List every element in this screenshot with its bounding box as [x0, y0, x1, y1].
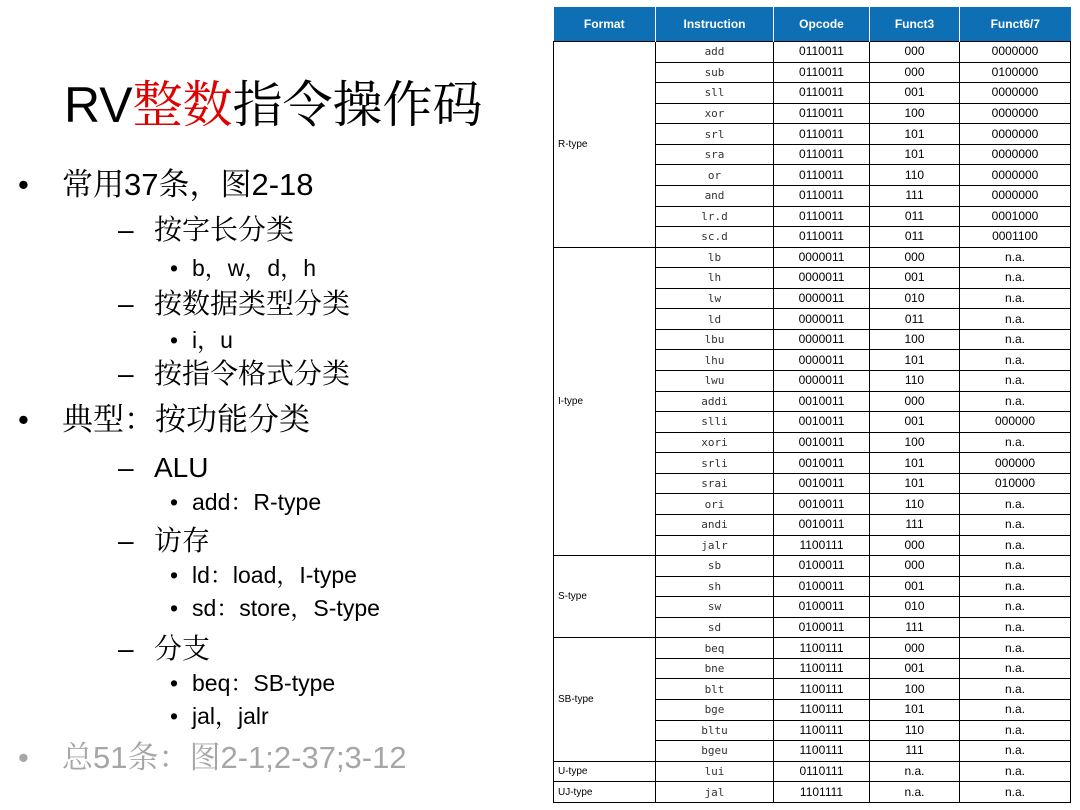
format-cell: I-type	[554, 247, 656, 555]
format-cell: R-type	[554, 42, 656, 248]
outline-text: i，u	[192, 327, 233, 353]
outline-item	[170, 487, 321, 517]
instruction-cell: beq	[656, 638, 774, 659]
funct3-cell: 000	[870, 391, 960, 412]
opcode-cell: 1100111	[774, 741, 870, 762]
instruction-cell: bne	[656, 658, 774, 679]
instruction-cell: ori	[656, 494, 774, 515]
header-instruction: Instruction	[656, 7, 774, 42]
funct3-cell: 100	[870, 329, 960, 350]
funct3-cell: 000	[870, 247, 960, 268]
funct3-cell: 110	[870, 494, 960, 515]
funct3-cell: 000	[870, 62, 960, 83]
opcode-cell: 0010011	[774, 494, 870, 515]
outline-item	[118, 450, 208, 486]
opcode-cell: 0110011	[774, 165, 870, 186]
funct67-cell: n.a.	[960, 247, 1071, 268]
opcode-cell: 0010011	[774, 412, 870, 433]
opcode-cell: 0110011	[774, 42, 870, 63]
funct3-cell: 011	[870, 227, 960, 248]
funct3-cell: 101	[870, 453, 960, 474]
bullet-icon: •	[170, 489, 179, 515]
opcode-cell: 1100111	[774, 700, 870, 721]
instruction-cell: ld	[656, 309, 774, 330]
table-row	[554, 556, 1071, 577]
instruction-cell: xori	[656, 432, 774, 453]
instruction-cell: lbu	[656, 329, 774, 350]
outline-item	[18, 165, 314, 205]
funct67-cell: n.a.	[960, 432, 1071, 453]
title-highlight: 整数	[132, 77, 233, 133]
outline-item	[118, 212, 294, 248]
header-funct67: Funct6/7	[960, 7, 1071, 42]
bullet-icon: •	[170, 703, 179, 729]
format-cell: S-type	[554, 556, 656, 638]
funct67-cell: 0000000	[960, 83, 1071, 104]
instruction-cell: xor	[656, 103, 774, 124]
funct67-cell: n.a.	[960, 597, 1071, 618]
funct67-cell: n.a.	[960, 309, 1071, 330]
outline-text: 访存	[154, 525, 211, 556]
instruction-cell: lb	[656, 247, 774, 268]
outline-text: jal，jalr	[192, 703, 269, 729]
opcode-cell: 0110011	[774, 83, 870, 104]
funct3-cell: 011	[870, 206, 960, 227]
opcode-cell: 0110011	[774, 103, 870, 124]
funct67-cell: n.a.	[960, 514, 1071, 535]
instruction-cell: sc.d	[656, 227, 774, 248]
outline-item	[118, 523, 210, 559]
funct67-cell: n.a.	[960, 494, 1071, 515]
outline-text: beq：SB-type	[192, 670, 336, 696]
header-opcode: Opcode	[774, 7, 870, 42]
opcode-cell: 1100111	[774, 720, 870, 741]
format-cell: SB-type	[554, 638, 656, 761]
funct67-cell: 0000000	[960, 144, 1071, 165]
outline-text: 分支	[154, 633, 211, 664]
instruction-cell: sll	[656, 83, 774, 104]
funct3-cell: 101	[870, 350, 960, 371]
funct3-cell: 111	[870, 185, 960, 206]
opcode-cell: 1101111	[774, 782, 870, 803]
funct67-cell: 000000	[960, 453, 1071, 474]
outline-item	[18, 400, 310, 440]
opcode-cell: 0000011	[774, 247, 870, 268]
opcode-cell: 0010011	[774, 453, 870, 474]
funct67-cell: n.a.	[960, 741, 1071, 762]
funct3-cell: 001	[870, 268, 960, 289]
opcode-cell: 0010011	[774, 391, 870, 412]
funct3-cell: 000	[870, 42, 960, 63]
opcode-cell: 1100111	[774, 679, 870, 700]
opcode-cell: 0110011	[774, 124, 870, 145]
instruction-cell: lui	[656, 761, 774, 782]
funct3-cell: 011	[870, 309, 960, 330]
funct67-cell: n.a.	[960, 329, 1071, 350]
title-suffix: 指令操作码	[232, 77, 483, 133]
funct67-cell: n.a.	[960, 700, 1071, 721]
opcode-cell: 0110011	[774, 206, 870, 227]
funct3-cell: 010	[870, 597, 960, 618]
bullet-icon: •	[170, 255, 179, 281]
dash-bullet: –	[118, 633, 134, 664]
table-row	[554, 247, 1071, 268]
outline-text: b，w，d，h	[192, 255, 316, 281]
opcode-cell: 0110011	[774, 185, 870, 206]
outline-item	[118, 356, 350, 392]
instruction-cell: lw	[656, 288, 774, 309]
funct3-cell: 100	[870, 103, 960, 124]
funct3-cell: 111	[870, 617, 960, 638]
opcode-cell: 0000011	[774, 371, 870, 392]
instruction-cell: jal	[656, 782, 774, 803]
outline-item	[170, 593, 380, 623]
funct67-cell: 0000000	[960, 124, 1071, 145]
funct67-cell: 0000000	[960, 103, 1071, 124]
funct3-cell: 000	[870, 556, 960, 577]
funct3-cell: 101	[870, 124, 960, 145]
funct67-cell: 0000000	[960, 185, 1071, 206]
slide-title	[64, 70, 483, 140]
opcode-cell: 0100011	[774, 576, 870, 597]
funct3-cell: 001	[870, 576, 960, 597]
opcode-cell: 1100111	[774, 658, 870, 679]
funct3-cell: 111	[870, 741, 960, 762]
bullet-icon: •	[170, 595, 179, 621]
funct67-cell: n.a.	[960, 391, 1071, 412]
funct3-cell: n.a.	[870, 782, 960, 803]
funct3-cell: 101	[870, 473, 960, 494]
funct67-cell: 0000000	[960, 165, 1071, 186]
funct67-cell: n.a.	[960, 371, 1071, 392]
funct67-cell: n.a.	[960, 556, 1071, 577]
opcode-cell: 0000011	[774, 329, 870, 350]
funct3-cell: 110	[870, 371, 960, 392]
instruction-cell: srl	[656, 124, 774, 145]
funct3-cell: 000	[870, 535, 960, 556]
opcode-cell: 0110011	[774, 144, 870, 165]
funct3-cell: 010	[870, 288, 960, 309]
bullet-icon: •	[170, 327, 179, 353]
instruction-cell: sra	[656, 144, 774, 165]
outline-item	[118, 286, 350, 322]
funct3-cell: 100	[870, 432, 960, 453]
instruction-cell: and	[656, 185, 774, 206]
instruction-cell: lwu	[656, 371, 774, 392]
opcode-cell: 0110111	[774, 761, 870, 782]
outline-text: 总51条：图2-1;2-37;3-12	[62, 740, 407, 775]
header-format: Format	[554, 7, 656, 42]
funct67-cell: n.a.	[960, 617, 1071, 638]
table-row	[554, 761, 1071, 782]
instruction-cell: sb	[656, 556, 774, 577]
outline-text: sd：store，S-type	[192, 595, 380, 621]
opcode-cell: 0100011	[774, 597, 870, 618]
dash-bullet: –	[118, 358, 134, 389]
funct67-cell: n.a.	[960, 535, 1071, 556]
bullet-icon: •	[170, 670, 179, 696]
funct3-cell: 111	[870, 514, 960, 535]
title-prefix: RV	[64, 77, 133, 133]
instruction-cell: jalr	[656, 535, 774, 556]
format-cell: UJ-type	[554, 782, 656, 803]
outline-text: 典型：按功能分类	[62, 402, 310, 437]
opcode-cell: 0000011	[774, 309, 870, 330]
funct3-cell: 101	[870, 700, 960, 721]
outline-item	[170, 560, 357, 590]
instruction-cell: add	[656, 42, 774, 63]
opcode-cell: 0100011	[774, 556, 870, 577]
outline-text: ALU	[154, 452, 209, 483]
instruction-cell: andi	[656, 514, 774, 535]
funct3-cell: 001	[870, 83, 960, 104]
bullet-icon: •	[18, 740, 29, 775]
outline-text: add：R-type	[192, 489, 322, 515]
dash-bullet: –	[118, 452, 134, 483]
opcode-cell: 0010011	[774, 514, 870, 535]
instruction-cell: addi	[656, 391, 774, 412]
opcode-cell: 0110011	[774, 227, 870, 248]
funct67-cell: n.a.	[960, 782, 1071, 803]
funct67-cell: n.a.	[960, 350, 1071, 371]
outline-text: 常用37条，图2-18	[62, 167, 314, 202]
format-cell: U-type	[554, 761, 656, 782]
funct67-cell: n.a.	[960, 288, 1071, 309]
dash-bullet: –	[118, 288, 134, 319]
outline-item	[118, 631, 210, 667]
funct3-cell: 101	[870, 144, 960, 165]
outline-item	[170, 701, 269, 731]
funct3-cell: n.a.	[870, 761, 960, 782]
funct3-cell: 000	[870, 638, 960, 659]
outline-item	[170, 325, 233, 355]
opcode-cell: 1100111	[774, 535, 870, 556]
instruction-cell: bgeu	[656, 741, 774, 762]
instruction-cell: bge	[656, 700, 774, 721]
funct3-cell: 001	[870, 412, 960, 433]
funct3-cell: 110	[870, 165, 960, 186]
opcode-cell: 0000011	[774, 288, 870, 309]
funct3-cell: 100	[870, 679, 960, 700]
instruction-cell: or	[656, 165, 774, 186]
funct67-cell: 0001100	[960, 227, 1071, 248]
funct67-cell: n.a.	[960, 268, 1071, 289]
outline-text: 按数据类型分类	[154, 288, 351, 319]
funct3-cell: 110	[870, 720, 960, 741]
outline-text: 按指令格式分类	[154, 358, 351, 389]
table-row	[554, 638, 1071, 659]
header-funct3: Funct3	[870, 7, 960, 42]
funct67-cell: n.a.	[960, 658, 1071, 679]
instruction-cell: lr.d	[656, 206, 774, 227]
instruction-cell: sd	[656, 617, 774, 638]
instruction-cell: blt	[656, 679, 774, 700]
bullet-icon: •	[170, 562, 179, 588]
outline-item	[18, 738, 407, 778]
opcode-cell: 1100111	[774, 638, 870, 659]
table-body	[554, 42, 1071, 803]
funct67-cell: 0000000	[960, 42, 1071, 63]
funct67-cell: n.a.	[960, 720, 1071, 741]
funct3-cell: 001	[870, 658, 960, 679]
outline-text: ld：load，I-type	[192, 562, 357, 588]
opcode-cell: 0000011	[774, 350, 870, 371]
opcode-cell: 0000011	[774, 268, 870, 289]
instruction-cell: slli	[656, 412, 774, 433]
dash-bullet: –	[118, 525, 134, 556]
instruction-cell: lhu	[656, 350, 774, 371]
instruction-cell: srai	[656, 473, 774, 494]
funct67-cell: 0001000	[960, 206, 1071, 227]
instruction-cell: sh	[656, 576, 774, 597]
opcode-cell: 0010011	[774, 473, 870, 494]
dash-bullet: –	[118, 214, 134, 245]
outline-item	[170, 668, 335, 698]
funct67-cell: n.a.	[960, 576, 1071, 597]
funct67-cell: 0100000	[960, 62, 1071, 83]
opcode-cell: 0100011	[774, 617, 870, 638]
table-row	[554, 42, 1071, 63]
instruction-cell: srli	[656, 453, 774, 474]
outline-text: 按字长分类	[154, 214, 295, 245]
opcode-cell: 0010011	[774, 432, 870, 453]
outline-item	[170, 253, 316, 283]
funct67-cell: n.a.	[960, 638, 1071, 659]
instruction-cell: sub	[656, 62, 774, 83]
funct67-cell: 010000	[960, 473, 1071, 494]
opcode-table	[553, 7, 1071, 803]
opcode-cell: 0110011	[774, 62, 870, 83]
bullet-icon: •	[18, 402, 29, 437]
instruction-cell: sw	[656, 597, 774, 618]
instruction-cell: bltu	[656, 720, 774, 741]
table-header-row	[554, 7, 1071, 42]
funct67-cell: 000000	[960, 412, 1071, 433]
table-row	[554, 782, 1071, 803]
funct67-cell: n.a.	[960, 761, 1071, 782]
instruction-cell: lh	[656, 268, 774, 289]
bullet-icon: •	[18, 167, 29, 202]
funct67-cell: n.a.	[960, 679, 1071, 700]
